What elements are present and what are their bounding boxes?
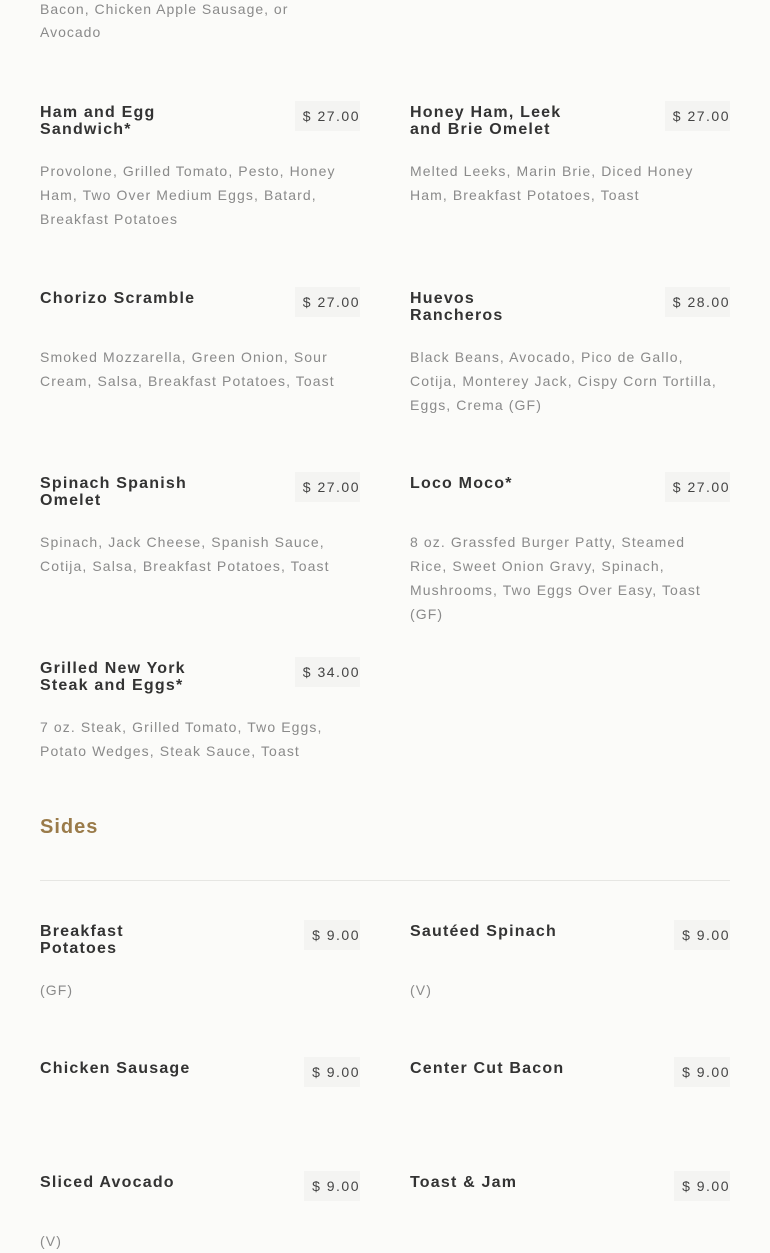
item-description: (GF) <box>40 982 74 998</box>
item-name: Breakfast Potatoes <box>40 923 124 957</box>
item-description: Spinach, Jack Cheese, Spanish Sauce, Cotija, Salsa, Breakfast Potatoes, Toast <box>40 534 330 574</box>
item-description: Bacon, Chicken Apple Sausage, or Avocado <box>40 1 289 40</box>
item-name: Huevos Rancheros <box>410 290 504 324</box>
item-name: Sautéed Spinach <box>410 923 557 940</box>
item-description: Smoked Mozzarella, Green Onion, Sour Cream, Salsa, Breakfast Potatoes, Toast <box>40 349 335 389</box>
section-title: Sides <box>40 816 99 838</box>
item-name: Honey Ham, Leek and Brie Omelet <box>410 104 562 138</box>
item-name: Spinach Spanish Omelet <box>40 475 187 509</box>
item-description: Black Beans, Avocado, Pico de Gallo, Cotija, Monterey Jack, Cispy Corn Tortilla, Eggs, Crema (GF) <box>410 349 717 413</box>
item-description: 7 oz. Steak, Grilled Tomato, Two Eggs, Potato Wedges, Steak Sauce, Toast <box>40 719 323 759</box>
item-price: $ 27.00 <box>295 287 360 317</box>
item-description: 8 oz. Grassfed Burger Patty, Steamed Rice, Sweet Onion Gravy, Spinach, Mushrooms, Two Eggs Over Easy, Toast (GF) <box>410 534 701 622</box>
item-price: $ 28.00 <box>665 287 730 317</box>
item-description: (V) <box>410 982 432 998</box>
item-name: Grilled New York Steak and Eggs* <box>40 660 186 694</box>
item-name: Chorizo Scramble <box>40 290 196 307</box>
item-price: $ 9.00 <box>304 1057 360 1087</box>
item-price: $ 27.00 <box>295 101 360 131</box>
item-price: $ 9.00 <box>674 1171 730 1201</box>
item-price: $ 27.00 <box>665 472 730 502</box>
item-price: $ 9.00 <box>304 1171 360 1201</box>
item-name: Sliced Avocado <box>40 1174 175 1191</box>
item-description: (V) <box>40 1233 62 1249</box>
item-name: Loco Moco* <box>410 475 513 492</box>
item-description: Provolone, Grilled Tomato, Pesto, Honey Ham, Two Over Medium Eggs, Batard, Breakfast Potatoes <box>40 163 336 227</box>
item-description: Melted Leeks, Marin Brie, Diced Honey Ham, Breakfast Potatoes, Toast <box>410 163 694 203</box>
item-name: Center Cut Bacon <box>410 1060 565 1077</box>
item-price: $ 27.00 <box>295 472 360 502</box>
divider <box>40 880 730 881</box>
item-price: $ 27.00 <box>665 101 730 131</box>
item-price: $ 9.00 <box>304 920 360 950</box>
item-price: $ 9.00 <box>674 920 730 950</box>
item-name: Chicken Sausage <box>40 1060 191 1077</box>
item-price: $ 34.00 <box>295 657 360 687</box>
item-name: Ham and Egg Sandwich* <box>40 104 156 138</box>
item-price: $ 9.00 <box>674 1057 730 1087</box>
item-name: Toast & Jam <box>410 1174 518 1191</box>
